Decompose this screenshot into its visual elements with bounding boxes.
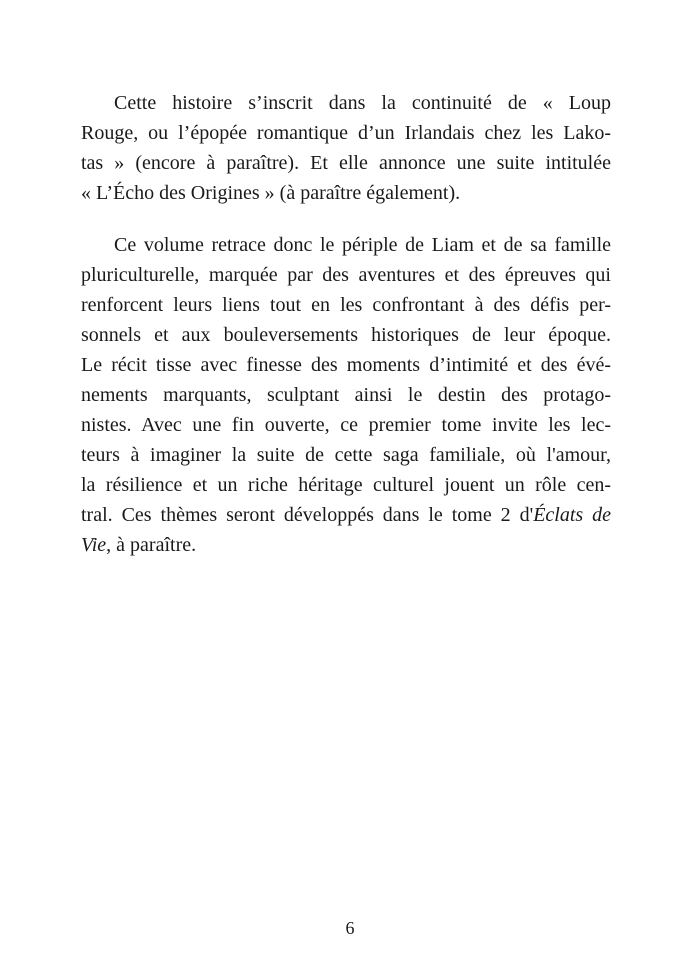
paragraph-2	[81, 230, 611, 560]
book-title-italic: Vie	[81, 534, 107, 556]
text-line: Ce volume retrace donc le périple de Liam et de sa famille	[114, 234, 611, 256]
text-line-with-title	[81, 500, 611, 530]
text-line-with-title	[81, 530, 611, 560]
text-line: teurs à imaginer la suite de cette saga familiale, où l'amour,	[81, 444, 611, 466]
book-title-italic: Éclats de	[533, 504, 611, 526]
text-line: Cette histoire s’inscrit dans la continuité de « Loup	[114, 92, 611, 114]
text-line: nistes. Avec une fin ouverte, ce premier tome invite les lec-	[81, 414, 611, 436]
text-line: « L’Écho des Origines » (à paraître également).	[81, 182, 461, 204]
text-line: renforcent leurs liens tout en les confrontant à des défis per-	[81, 294, 611, 316]
text-fragment: tral. Ces thèmes seront développés dans le tome 2 d'	[81, 504, 534, 526]
text-line: la résilience et un riche héritage culturel jouent un rôle cen-	[81, 474, 611, 496]
text-line: nements marquants, sculptant ainsi le destin des protago-	[81, 384, 611, 406]
text-line: Rouge, ou l’épopée romantique d’un Irlandais chez les Lako-	[81, 122, 611, 144]
text-line: sonnels et aux bouleversements historiques de leur époque.	[81, 324, 611, 346]
page-number: 6	[345, 918, 355, 938]
text-line: Le récit tisse avec finesse des moments d’intimité et des évé-	[81, 354, 611, 376]
paragraph-1	[81, 88, 611, 208]
text-fragment: , à paraître.	[106, 534, 197, 556]
text-line: tas » (encore à paraître). Et elle annonce une suite intitulée	[81, 152, 611, 174]
text-line: pluriculturelle, marquée par des aventures et des épreuves qui	[81, 264, 611, 286]
